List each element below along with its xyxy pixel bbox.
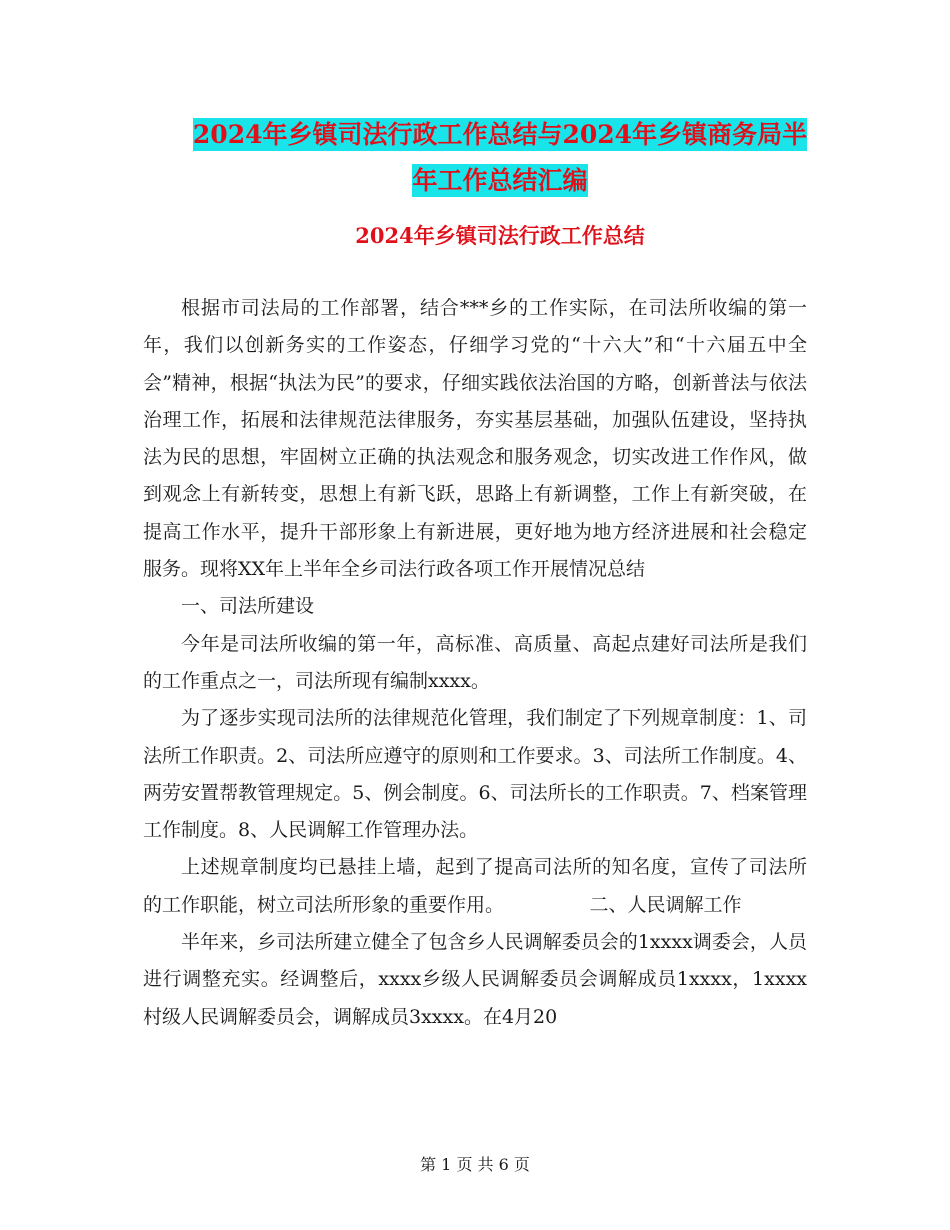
- section-title: 2024年乡镇司法行政工作总结: [355, 223, 645, 248]
- paragraph: 今年是司法所收编的第一年，高标准、高质量、高起点建好司法所是我们的工作重点之一，司法所现有编制xxxx。: [143, 632, 807, 692]
- paragraph: 半年来，乡司法所建立健全了包含乡人民调解委员会的1xxxx调委会，人员进行调整充实。经调整后，xxxx乡级人民调解委员会调解成员1xxxx，1xxxx村级人民调解委员会，调解成员3xxxx。在4月20: [143, 931, 807, 1028]
- paragraph: 为了逐步实现司法所的法律规范化管理，我们制定了下列规章制度：1、司法所工作职责。2、司法所应遵守的原则和工作要求。3、司法所工作制度。4、两劳安置帮教管理规定。5、例会制度。6、司法所长的工作职责。7、档案管理工作制度。8、人民调解工作管理办法。: [143, 707, 807, 842]
- section-heading: 一、司法所建设: [181, 595, 315, 618]
- title-line-2: 年工作总结汇编: [412, 166, 588, 195]
- title-line-1: 2024年乡镇司法行政工作总结与2024年乡镇商务局半: [192, 120, 808, 149]
- document-title: [140, 112, 860, 204]
- paragraph: 上述规章制度均已悬挂上墙，起到了提高司法所的知名度，宣传了司法所的工作职能，树立司法所形象的重要作用。 二、人民调解工作: [143, 856, 807, 916]
- paragraph: 根据市司法局的工作部署，结合***乡的工作实际，在司法所收编的第一年，我们以创新务实的工作姿态，仔细学习党的“十六大”和“十六届五中全会”精神，根据“执法为民”的要求，仔细实践依法治国的方略，创新普法与依法治理工作，拓展和法律规范法律服务，夯实基层基础，加强队伍建设，坚持执法为民的思想，牢固树立正确的执法观念和服务观念，切实改进工作作风，做到观念上有新转变，思想上有新飞跃，思路上有新调整，工作上有新突破，在提高工作水平，提升干部形象上有新进展，更好地为地方经济进展和社会稳定服务。现将XX年上半年全乡司法行政各项工作开展情况总结: [143, 297, 807, 581]
- page-number: 第 1 页 共 6 页: [420, 1155, 530, 1174]
- document-body: [143, 290, 807, 1036]
